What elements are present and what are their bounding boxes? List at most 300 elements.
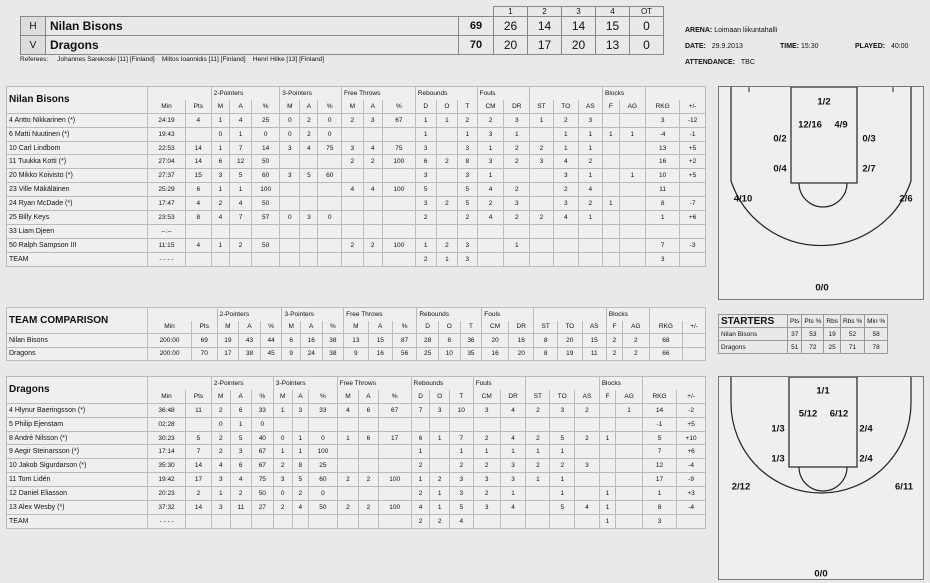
- stat-cell: 2: [504, 211, 530, 225]
- stat-cell: [382, 169, 415, 183]
- stat-cell: 15: [368, 334, 392, 348]
- score-row-visitor: [21, 36, 664, 55]
- stat-cell: 1: [619, 169, 646, 183]
- stat-cell: 2: [606, 334, 622, 348]
- quarter-header: 3: [562, 7, 596, 17]
- starters-col: Min %: [865, 315, 888, 328]
- stat-cell: 3: [211, 473, 230, 487]
- stat-cell: [550, 514, 575, 528]
- stat-cell: 1: [477, 141, 504, 155]
- stat-cell: [415, 224, 436, 238]
- bisons-box-score: [6, 86, 706, 267]
- column-group-header: Rebounds: [417, 308, 482, 321]
- stat-cell: 1: [504, 238, 530, 252]
- starters-cell: 19: [824, 328, 841, 341]
- player-name: 33 Liam Djeen: [7, 224, 148, 238]
- starters-team: Nilan Bisons: [719, 328, 788, 341]
- stat-cell: 2: [186, 487, 212, 501]
- stat-cell: 2: [415, 252, 436, 266]
- stat-cell: [599, 403, 616, 417]
- quarter-header: OT: [630, 7, 664, 17]
- stat-cell: 1: [616, 403, 643, 417]
- stat-cell: 1: [553, 141, 578, 155]
- stat-cell: 4: [292, 501, 309, 515]
- stat-cell: [378, 445, 411, 459]
- stat-cell: 20: [482, 334, 509, 348]
- stat-cell: 2: [526, 459, 550, 473]
- stat-cell: 1: [603, 197, 620, 211]
- stat-cell: 3: [473, 403, 500, 417]
- home-q3: 14: [562, 17, 596, 36]
- stat-cell: 3: [473, 473, 500, 487]
- stat-cell: 1: [273, 445, 292, 459]
- stat-cell: 17: [186, 473, 212, 487]
- stat-cell: 1: [473, 445, 500, 459]
- stat-cell: 2: [292, 487, 309, 501]
- stat-cell: [504, 169, 530, 183]
- stat-cell: 8: [292, 459, 309, 473]
- table-row: [7, 211, 706, 225]
- time-label: TIME:: [780, 43, 800, 50]
- zone-paint-right: 6/12: [829, 408, 849, 420]
- stat-cell: [251, 514, 273, 528]
- stat-cell: 1: [477, 169, 504, 183]
- table-row: [7, 224, 706, 238]
- stat-cell: [309, 514, 337, 528]
- referees-line: [20, 56, 324, 63]
- stat-cell: 1: [211, 141, 230, 155]
- column-header: A: [239, 321, 261, 334]
- stat-cell: [337, 487, 359, 501]
- column-header: F: [599, 390, 616, 403]
- stat-cell: -4: [646, 127, 680, 141]
- player-name: TEAM: [7, 514, 148, 528]
- stat-cell: 14: [186, 459, 212, 473]
- stat-cell: 4: [500, 501, 526, 515]
- player-name: 20 Mikko Koivisto (*): [7, 169, 148, 183]
- stat-cell: [359, 514, 378, 528]
- stat-cell: 9: [282, 347, 300, 361]
- stat-cell: 4: [363, 183, 382, 197]
- stat-cell: 2: [553, 113, 578, 127]
- column-header: AS: [575, 390, 599, 403]
- column-header: %: [309, 390, 337, 403]
- stat-cell: [473, 417, 500, 431]
- stat-cell: 4: [185, 197, 211, 211]
- stat-cell: [530, 252, 554, 266]
- visitor-ot: 0: [630, 36, 664, 55]
- stat-cell: 3: [300, 211, 318, 225]
- stat-cell: 2: [458, 211, 477, 225]
- column-header: AG: [623, 321, 649, 334]
- stat-cell: 2: [623, 347, 649, 361]
- stat-cell: [363, 127, 382, 141]
- stat-cell: 0: [318, 127, 342, 141]
- date-info: [685, 43, 743, 50]
- stat-cell: 100: [378, 501, 411, 515]
- stat-cell: 87: [392, 334, 416, 348]
- column-header: DR: [500, 390, 526, 403]
- stat-cell: [280, 238, 300, 252]
- stat-cell: -4: [677, 501, 706, 515]
- stat-cell: [430, 417, 449, 431]
- stat-cell: 6: [359, 403, 378, 417]
- home-total: 69: [459, 17, 494, 36]
- stat-cell: [436, 224, 458, 238]
- stat-cell: [280, 197, 300, 211]
- table-row: [7, 514, 706, 528]
- header-groups-row: [7, 87, 706, 100]
- stat-cell: [280, 183, 300, 197]
- stat-cell: 1: [646, 211, 680, 225]
- stat-cell: [575, 487, 599, 501]
- stat-cell: 5: [458, 197, 477, 211]
- stat-cell: 45: [260, 347, 282, 361]
- stat-cell: 50: [309, 501, 337, 515]
- stat-cell: [619, 224, 646, 238]
- stat-cell: 1: [603, 127, 620, 141]
- stat-cell: [300, 183, 318, 197]
- stat-cell: 1: [230, 417, 251, 431]
- column-group-header: Fouls: [477, 87, 530, 100]
- stat-cell: 11: [186, 403, 212, 417]
- stat-cell: 4: [575, 501, 599, 515]
- stat-cell: - - - -: [148, 514, 186, 528]
- stat-cell: 5: [550, 501, 575, 515]
- column-header: O: [438, 321, 460, 334]
- blank-header: [526, 377, 599, 390]
- column-header: A: [300, 100, 318, 113]
- column-header: F: [606, 321, 622, 334]
- stat-cell: +5: [680, 141, 706, 155]
- stat-cell: [530, 169, 554, 183]
- stat-cell: [337, 514, 359, 528]
- stat-cell: [477, 224, 504, 238]
- stat-cell: [616, 487, 643, 501]
- blank-header: [148, 377, 212, 390]
- stat-cell: 100: [382, 155, 415, 169]
- stat-cell: [458, 224, 477, 238]
- stat-cell: 1: [504, 127, 530, 141]
- stat-cell: 17: [642, 473, 676, 487]
- stat-cell: 20: [508, 347, 533, 361]
- home-team-name: Nilan Bisons: [46, 17, 459, 36]
- column-header: Pts: [186, 390, 212, 403]
- quarter-header: 2: [528, 7, 562, 17]
- column-header: M: [211, 100, 230, 113]
- column-header: D: [417, 321, 439, 334]
- stat-cell: [477, 252, 504, 266]
- stat-cell: 10: [646, 169, 680, 183]
- blank-header: [148, 87, 212, 100]
- stat-cell: 1: [550, 445, 575, 459]
- stat-cell: 44: [260, 334, 282, 348]
- home-q1: 26: [494, 17, 528, 36]
- stat-cell: 5: [230, 431, 251, 445]
- stat-cell: 4: [363, 141, 382, 155]
- stat-cell: 4: [185, 113, 211, 127]
- stat-cell: 3: [430, 403, 449, 417]
- stat-cell: 27: [251, 501, 273, 515]
- zone-low-right: 2/4: [859, 453, 873, 465]
- stat-cell: [411, 417, 430, 431]
- stat-cell: [211, 514, 230, 528]
- stat-cell: +2: [680, 155, 706, 169]
- stat-cell: 1: [599, 487, 616, 501]
- column-group-header: Fouls: [482, 308, 534, 321]
- column-header: M: [273, 390, 292, 403]
- stat-cell: [500, 417, 526, 431]
- stat-cell: [363, 197, 382, 211]
- stat-cell: 10: [438, 347, 460, 361]
- stat-cell: 3: [342, 141, 364, 155]
- player-name: 10 Carl Lindbom: [7, 141, 148, 155]
- stat-cell: 25: [309, 459, 337, 473]
- stat-cell: 6: [211, 155, 230, 169]
- stat-cell: 5: [300, 169, 318, 183]
- stat-cell: 2: [477, 197, 504, 211]
- zone-corner-right: 2/6: [899, 193, 913, 205]
- attendance-info: [685, 59, 755, 66]
- stat-cell: 2: [578, 197, 602, 211]
- stat-cell: 1: [292, 445, 309, 459]
- stat-cell: --:--: [148, 224, 186, 238]
- stat-cell: 67: [251, 445, 273, 459]
- score-table: [20, 6, 664, 55]
- stat-cell: [683, 334, 706, 348]
- stat-cell: [337, 445, 359, 459]
- stat-cell: 2: [530, 141, 554, 155]
- stat-cell: [359, 445, 378, 459]
- stat-cell: [382, 211, 415, 225]
- blank-header: [534, 308, 606, 321]
- stat-cell: 17:14: [148, 445, 186, 459]
- stat-cell: 2: [363, 238, 382, 252]
- stat-cell: 40: [251, 431, 273, 445]
- column-header: TO: [553, 100, 578, 113]
- stat-cell: [292, 514, 309, 528]
- column-header: TO: [550, 390, 575, 403]
- home-q2: 14: [528, 17, 562, 36]
- stat-cell: 17:47: [148, 197, 186, 211]
- stat-cell: [318, 197, 342, 211]
- stat-cell: [504, 224, 530, 238]
- stat-cell: [382, 224, 415, 238]
- stat-cell: 7: [230, 141, 252, 155]
- column-header: Min: [148, 390, 186, 403]
- stat-cell: 2: [436, 238, 458, 252]
- stat-cell: 4: [342, 183, 364, 197]
- stat-cell: [318, 252, 342, 266]
- stat-cell: 5: [292, 473, 309, 487]
- stat-cell: 25: [417, 347, 439, 361]
- stat-cell: 4: [449, 514, 473, 528]
- stat-cell: 2: [430, 473, 449, 487]
- stat-cell: 2: [436, 155, 458, 169]
- stat-cell: 4: [500, 403, 526, 417]
- stat-cell: 20: [557, 334, 582, 348]
- table-row: [7, 169, 706, 183]
- stat-cell: 3: [578, 113, 602, 127]
- stat-cell: 1: [550, 473, 575, 487]
- stat-cell: [273, 417, 292, 431]
- starters-cell: 52: [840, 328, 864, 341]
- starters-title: STARTERS: [719, 315, 788, 328]
- shot-chart-dragons: [718, 376, 924, 580]
- stat-cell: 1: [619, 127, 646, 141]
- stat-cell: [553, 238, 578, 252]
- stat-cell: 4: [211, 459, 230, 473]
- stat-cell: 66: [649, 347, 683, 361]
- starters-team: Dragons: [719, 341, 788, 354]
- stat-cell: 19:42: [148, 473, 186, 487]
- column-header: M: [342, 100, 364, 113]
- stat-cell: -4: [677, 459, 706, 473]
- header-groups-row: [7, 377, 706, 390]
- table-row: [7, 141, 706, 155]
- stat-cell: 1: [500, 487, 526, 501]
- stat-cell: [436, 183, 458, 197]
- stat-cell: [300, 238, 318, 252]
- stat-cell: [378, 514, 411, 528]
- stat-cell: 1: [415, 238, 436, 252]
- stat-cell: [526, 501, 550, 515]
- stat-cell: 2: [449, 459, 473, 473]
- stat-cell: 4: [411, 501, 430, 515]
- stat-cell: 2: [300, 113, 318, 127]
- stat-cell: [550, 417, 575, 431]
- player-name: 4 Antto Nikkarinen (*): [7, 113, 148, 127]
- zone-top: 1/1: [816, 385, 830, 397]
- stat-cell: [603, 224, 620, 238]
- stat-cell: 1: [230, 127, 252, 141]
- stat-cell: 22:53: [148, 141, 186, 155]
- stat-cell: [318, 238, 342, 252]
- starters-table: [718, 314, 888, 354]
- stat-cell: [230, 514, 251, 528]
- stat-cell: 0: [273, 431, 292, 445]
- column-header: M: [211, 390, 230, 403]
- time-info: [780, 43, 819, 50]
- stat-cell: 02:28: [148, 417, 186, 431]
- quarter-header: 4: [596, 7, 630, 17]
- stat-cell: [619, 155, 646, 169]
- stat-cell: [646, 224, 680, 238]
- column-header: CM: [477, 100, 504, 113]
- player-name: 8 André Nilsson (*): [7, 431, 148, 445]
- column-header: %: [318, 100, 342, 113]
- stat-cell: 3: [415, 197, 436, 211]
- player-name: 9 Aegir Steinarsson (*): [7, 445, 148, 459]
- stat-cell: 3: [458, 141, 477, 155]
- stat-cell: [680, 224, 706, 238]
- column-header: O: [436, 100, 458, 113]
- stat-cell: [553, 224, 578, 238]
- stat-cell: 36: [460, 334, 482, 348]
- stat-cell: 5: [458, 183, 477, 197]
- stat-cell: [359, 459, 378, 473]
- stat-cell: 2: [342, 113, 364, 127]
- stat-cell: 50: [252, 238, 280, 252]
- stat-cell: 3: [550, 403, 575, 417]
- stat-cell: -1: [680, 127, 706, 141]
- stat-cell: 2: [575, 431, 599, 445]
- attendance-value: TBC: [740, 59, 755, 66]
- column-header: RKG: [646, 100, 680, 113]
- player-name: 50 Ralph Sampson III: [7, 238, 148, 252]
- team-comparison-table: [6, 307, 706, 361]
- stat-cell: 3: [363, 113, 382, 127]
- stat-cell: 69: [192, 334, 217, 348]
- stat-cell: 0: [211, 417, 230, 431]
- stat-cell: 60: [252, 169, 280, 183]
- home-ot: 0: [630, 17, 664, 36]
- stat-cell: [300, 252, 318, 266]
- stat-cell: 17: [217, 347, 239, 361]
- column-header: CM: [473, 390, 500, 403]
- stat-cell: 4: [230, 113, 252, 127]
- starters-col: Rbs: [824, 315, 841, 328]
- stat-cell: 12: [230, 155, 252, 169]
- starters-cell: 78: [865, 341, 888, 354]
- column-header: AS: [578, 100, 602, 113]
- stat-cell: 0: [280, 113, 300, 127]
- starters-cell: 25: [824, 341, 841, 354]
- stat-cell: 2: [473, 487, 500, 501]
- stat-cell: [430, 459, 449, 473]
- stat-cell: 5: [415, 183, 436, 197]
- stat-cell: 3: [575, 459, 599, 473]
- stat-cell: [530, 238, 554, 252]
- stat-cell: [186, 417, 212, 431]
- stat-cell: 2: [359, 501, 378, 515]
- stat-cell: 1: [430, 431, 449, 445]
- stat-cell: -9: [677, 473, 706, 487]
- stat-cell: 1: [578, 141, 602, 155]
- player-name: TEAM: [7, 252, 148, 266]
- stat-cell: 2: [473, 459, 500, 473]
- header-groups-row: [7, 308, 706, 321]
- stat-cell: 7: [230, 211, 252, 225]
- stat-cell: 1: [642, 487, 676, 501]
- zone-mid-right: 0/3: [862, 133, 876, 145]
- column-header: RKG: [642, 390, 676, 403]
- stat-cell: 60: [309, 473, 337, 487]
- zone-backcourt: 0/0: [815, 282, 829, 294]
- stat-cell: 2: [273, 501, 292, 515]
- stat-cell: 7: [642, 445, 676, 459]
- zone-low-right: 2/7: [862, 163, 876, 175]
- table-row: [7, 155, 706, 169]
- stat-cell: [616, 514, 643, 528]
- stat-cell: [430, 445, 449, 459]
- stat-cell: 7: [646, 238, 680, 252]
- stat-cell: [599, 417, 616, 431]
- table-row: [7, 238, 706, 252]
- stat-cell: [578, 252, 602, 266]
- stat-cell: 70: [192, 347, 217, 361]
- table-row: [7, 197, 706, 211]
- stat-cell: [619, 211, 646, 225]
- table-row: [7, 403, 706, 417]
- stat-cell: 8: [534, 347, 558, 361]
- stat-cell: [337, 417, 359, 431]
- column-header: T: [449, 390, 473, 403]
- stat-cell: 6: [282, 334, 300, 348]
- stat-cell: 8: [438, 334, 460, 348]
- stat-cell: 100: [378, 473, 411, 487]
- stat-cell: 2: [342, 238, 364, 252]
